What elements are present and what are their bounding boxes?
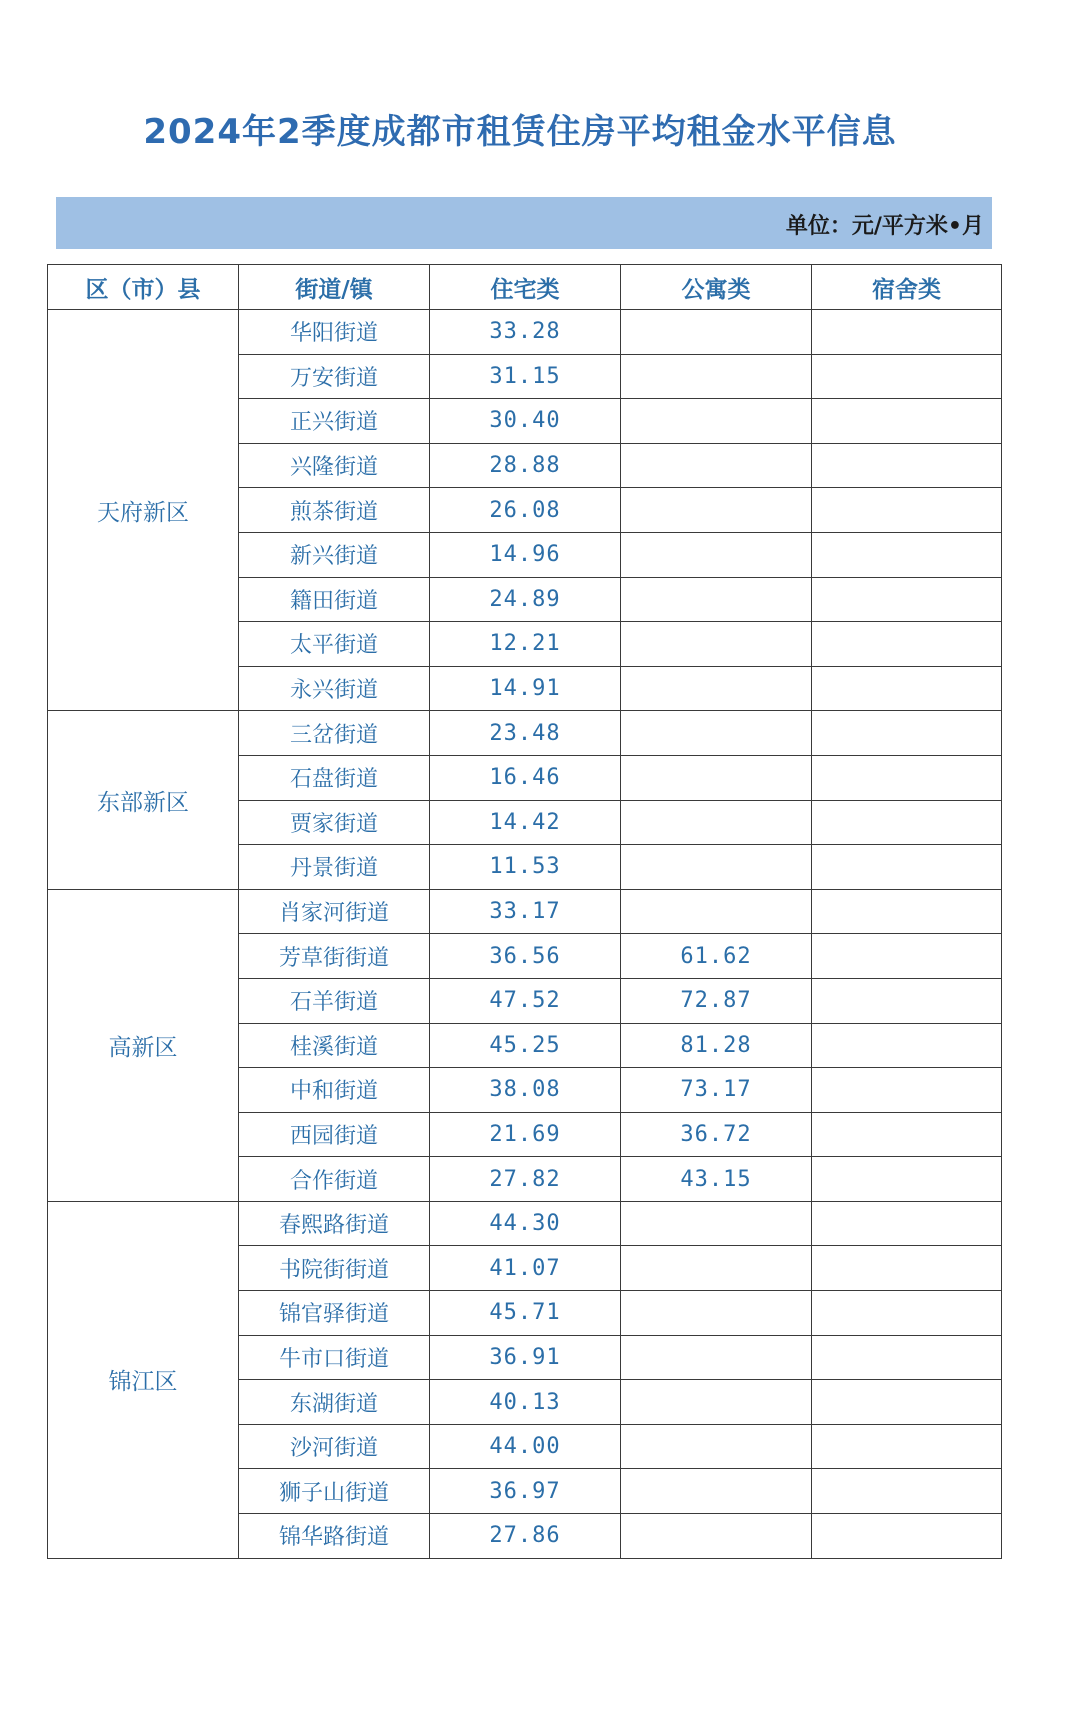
apartment-cell <box>621 800 812 845</box>
dormitory-cell <box>812 622 1002 667</box>
residential-cell: 45.71 <box>430 1291 621 1336</box>
apartment-cell <box>621 711 812 756</box>
street-cell: 桂溪街道 <box>239 1023 430 1068</box>
residential-cell: 14.91 <box>430 666 621 711</box>
apartment-cell: 61.62 <box>621 934 812 979</box>
residential-cell: 26.08 <box>430 488 621 533</box>
dormitory-cell <box>812 978 1002 1023</box>
dormitory-cell <box>812 532 1002 577</box>
residential-cell: 14.42 <box>430 800 621 845</box>
table-row <box>48 310 1002 355</box>
district-cell: 东部新区 <box>48 711 239 889</box>
street-cell: 锦官驿街道 <box>239 1291 430 1336</box>
street-cell: 中和街道 <box>239 1068 430 1113</box>
apartment-cell <box>621 1201 812 1246</box>
street-cell: 书院街街道 <box>239 1246 430 1291</box>
header-apartment: 公寓类 <box>621 265 812 310</box>
residential-cell: 41.07 <box>430 1246 621 1291</box>
page-title: 2024年2季度成都市租赁住房平均租金水平信息 <box>143 112 897 152</box>
dormitory-cell <box>812 1112 1002 1157</box>
apartment-cell <box>621 310 812 355</box>
residential-cell: 33.17 <box>430 889 621 934</box>
apartment-cell <box>621 1469 812 1514</box>
dormitory-cell <box>812 1157 1002 1202</box>
apartment-cell: 43.15 <box>621 1157 812 1202</box>
apartment-cell <box>621 488 812 533</box>
unit-label: 单位：元/平方米•月 <box>785 214 984 239</box>
dormitory-cell <box>812 443 1002 488</box>
dormitory-cell <box>812 755 1002 800</box>
residential-cell: 33.28 <box>430 310 621 355</box>
residential-cell: 36.97 <box>430 1469 621 1514</box>
district-cell: 高新区 <box>48 889 239 1201</box>
apartment-cell: 81.28 <box>621 1023 812 1068</box>
street-cell: 春熙路街道 <box>239 1201 430 1246</box>
apartment-cell: 36.72 <box>621 1112 812 1157</box>
street-cell: 石盘街道 <box>239 755 430 800</box>
street-cell: 华阳街道 <box>239 310 430 355</box>
dormitory-cell <box>812 1380 1002 1425</box>
street-cell: 锦华路街道 <box>239 1514 430 1559</box>
table-row <box>48 1201 1002 1246</box>
street-cell: 东湖街道 <box>239 1380 430 1425</box>
street-cell: 三岔街道 <box>239 711 430 756</box>
street-cell: 新兴街道 <box>239 532 430 577</box>
dormitory-cell <box>812 1023 1002 1068</box>
header-district: 区（市）县 <box>48 265 239 310</box>
dormitory-cell <box>812 711 1002 756</box>
dormitory-cell <box>812 889 1002 934</box>
street-cell: 石羊街道 <box>239 978 430 1023</box>
apartment-cell <box>621 1424 812 1469</box>
apartment-cell <box>621 755 812 800</box>
street-cell: 正兴街道 <box>239 399 430 444</box>
apartment-cell <box>621 532 812 577</box>
table-body <box>48 310 1002 1559</box>
dormitory-cell <box>812 310 1002 355</box>
residential-cell: 16.46 <box>430 755 621 800</box>
street-cell: 合作街道 <box>239 1157 430 1202</box>
dormitory-cell <box>812 666 1002 711</box>
dormitory-cell <box>812 845 1002 890</box>
dormitory-cell <box>812 1246 1002 1291</box>
street-cell: 籍田街道 <box>239 577 430 622</box>
dormitory-cell <box>812 800 1002 845</box>
residential-cell: 38.08 <box>430 1068 621 1113</box>
apartment-cell <box>621 577 812 622</box>
apartment-cell <box>621 845 812 890</box>
header-street: 街道/镇 <box>239 265 430 310</box>
dormitory-cell <box>812 1201 1002 1246</box>
apartment-cell <box>621 399 812 444</box>
residential-cell: 27.86 <box>430 1514 621 1559</box>
dormitory-cell <box>812 934 1002 979</box>
apartment-cell: 73.17 <box>621 1068 812 1113</box>
dormitory-cell <box>812 1335 1002 1380</box>
residential-cell: 28.88 <box>430 443 621 488</box>
apartment-cell <box>621 889 812 934</box>
dormitory-cell <box>812 1291 1002 1336</box>
rent-table <box>47 264 1002 1559</box>
dormitory-cell <box>812 488 1002 533</box>
residential-cell: 14.96 <box>430 532 621 577</box>
header-residential: 住宅类 <box>430 265 621 310</box>
apartment-cell <box>621 622 812 667</box>
residential-cell: 44.30 <box>430 1201 621 1246</box>
street-cell: 沙河街道 <box>239 1424 430 1469</box>
unit-bar <box>56 197 992 249</box>
dormitory-cell <box>812 1469 1002 1514</box>
street-cell: 贾家街道 <box>239 800 430 845</box>
dormitory-cell <box>812 354 1002 399</box>
residential-cell: 36.91 <box>430 1335 621 1380</box>
street-cell: 太平街道 <box>239 622 430 667</box>
apartment-cell <box>621 1335 812 1380</box>
residential-cell: 31.15 <box>430 354 621 399</box>
street-cell: 万安街道 <box>239 354 430 399</box>
apartment-cell <box>621 354 812 399</box>
residential-cell: 27.82 <box>430 1157 621 1202</box>
table-row <box>48 711 1002 756</box>
street-cell: 永兴街道 <box>239 666 430 711</box>
residential-cell: 23.48 <box>430 711 621 756</box>
street-cell: 肖家河街道 <box>239 889 430 934</box>
street-cell: 牛市口街道 <box>239 1335 430 1380</box>
street-cell: 狮子山街道 <box>239 1469 430 1514</box>
residential-cell: 47.52 <box>430 978 621 1023</box>
dormitory-cell <box>812 577 1002 622</box>
apartment-cell <box>621 1246 812 1291</box>
street-cell: 丹景街道 <box>239 845 430 890</box>
apartment-cell: 72.87 <box>621 978 812 1023</box>
district-cell: 锦江区 <box>48 1201 239 1558</box>
apartment-cell <box>621 666 812 711</box>
dormitory-cell <box>812 1424 1002 1469</box>
residential-cell: 11.53 <box>430 845 621 890</box>
residential-cell: 24.89 <box>430 577 621 622</box>
table-header-row <box>48 265 1002 310</box>
residential-cell: 36.56 <box>430 934 621 979</box>
dormitory-cell <box>812 1068 1002 1113</box>
street-cell: 西园街道 <box>239 1112 430 1157</box>
street-cell: 芳草街街道 <box>239 934 430 979</box>
apartment-cell <box>621 1514 812 1559</box>
apartment-cell <box>621 1380 812 1425</box>
apartment-cell <box>621 443 812 488</box>
street-cell: 煎茶街道 <box>239 488 430 533</box>
table-row <box>48 889 1002 934</box>
street-cell: 兴隆街道 <box>239 443 430 488</box>
apartment-cell <box>621 1291 812 1336</box>
district-cell: 天府新区 <box>48 310 239 711</box>
residential-cell: 30.40 <box>430 399 621 444</box>
dormitory-cell <box>812 399 1002 444</box>
residential-cell: 44.00 <box>430 1424 621 1469</box>
residential-cell: 12.21 <box>430 622 621 667</box>
dormitory-cell <box>812 1514 1002 1559</box>
residential-cell: 40.13 <box>430 1380 621 1425</box>
header-dormitory: 宿舍类 <box>812 265 1002 310</box>
residential-cell: 45.25 <box>430 1023 621 1068</box>
residential-cell: 21.69 <box>430 1112 621 1157</box>
